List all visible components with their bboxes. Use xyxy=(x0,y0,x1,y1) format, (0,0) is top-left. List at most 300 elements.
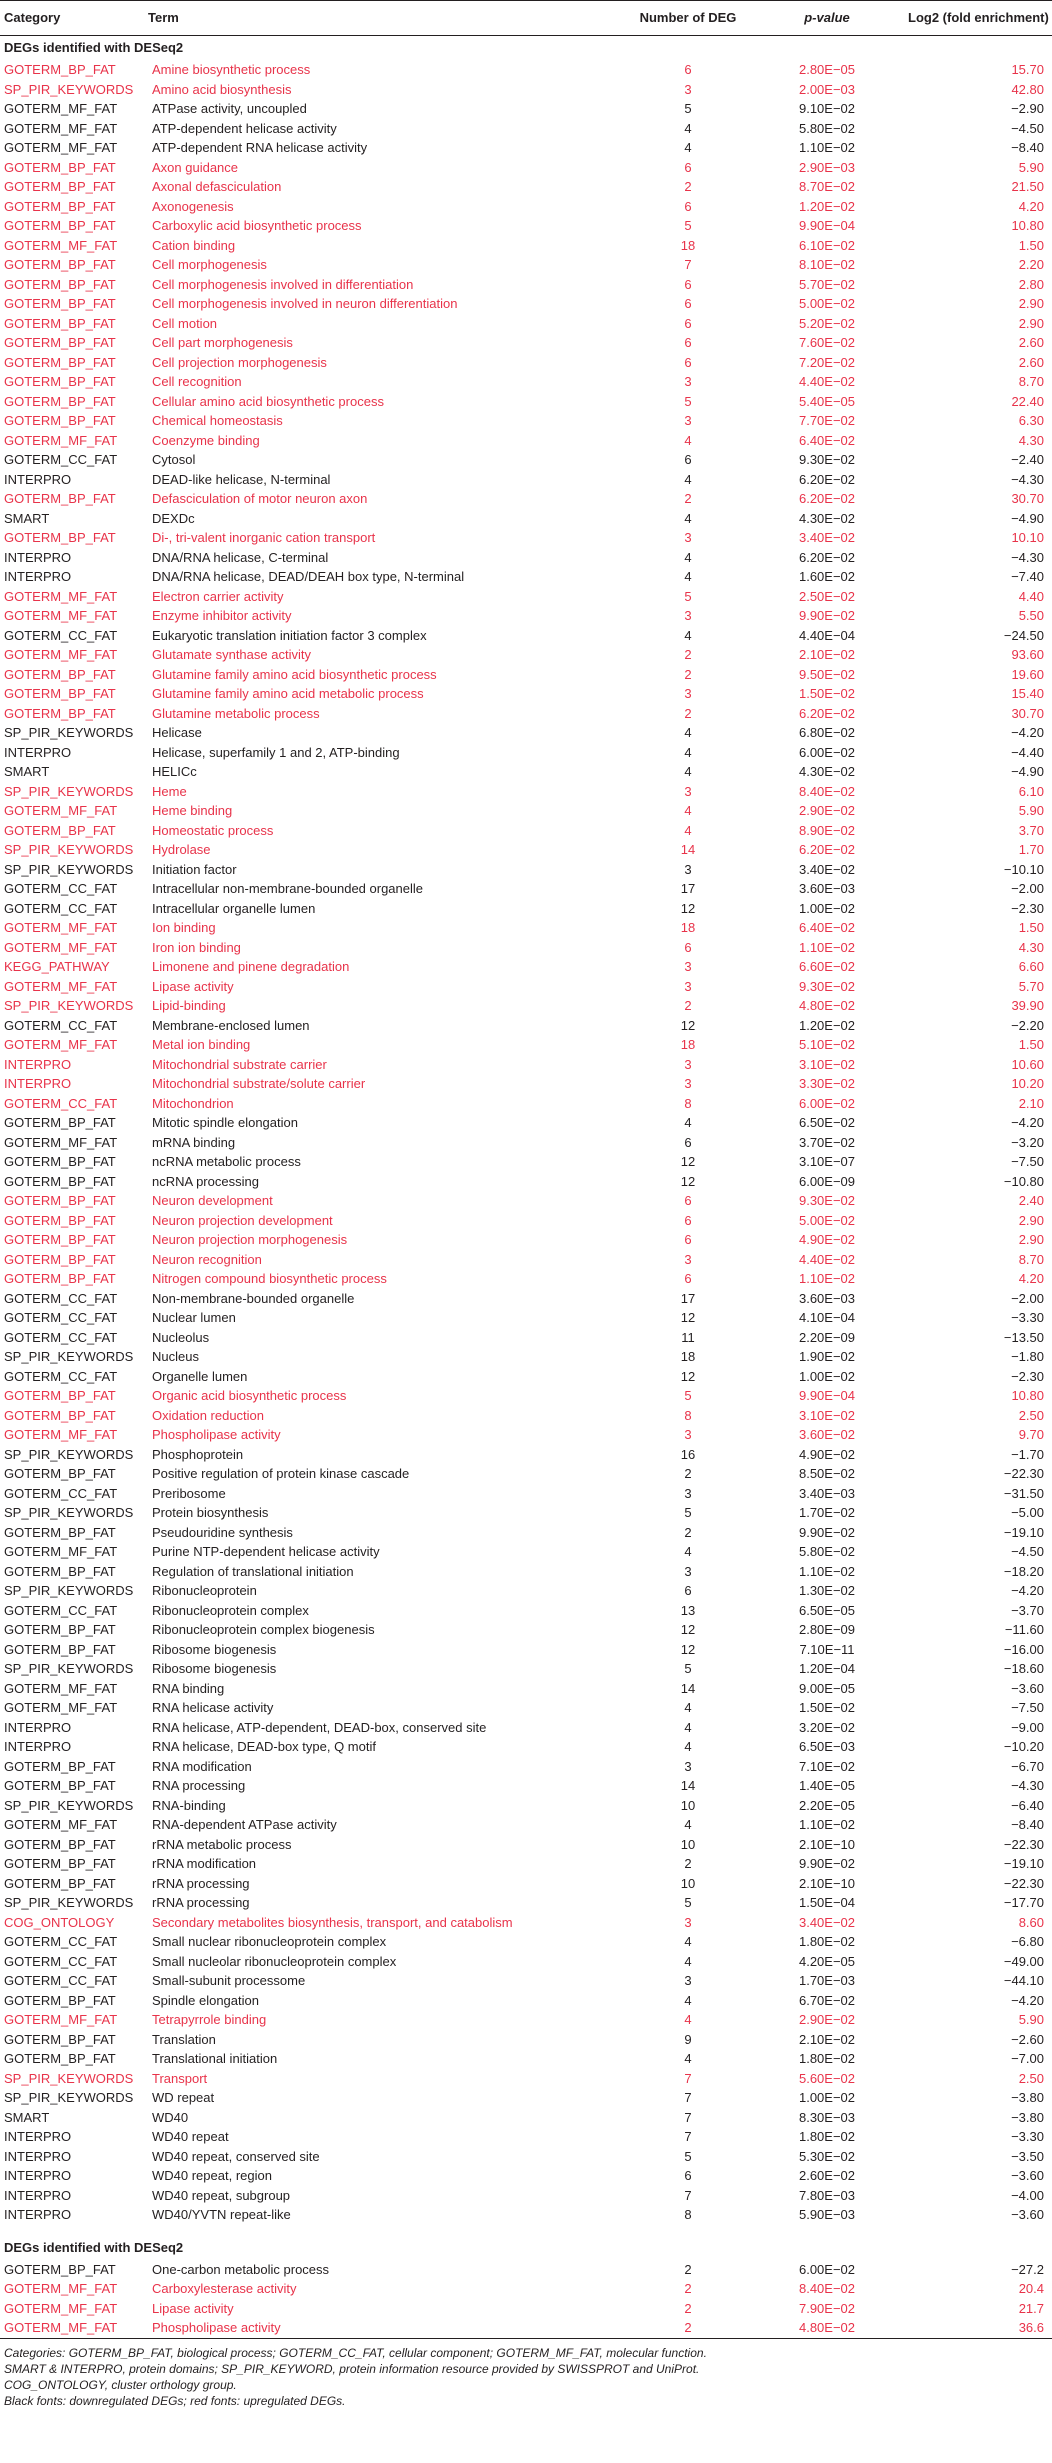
cell-number-of-deg: 18 xyxy=(680,1037,696,1052)
cell-log2-fold-enrichment: 2.90 xyxy=(1018,315,1044,331)
table-row xyxy=(0,1191,1052,1211)
cell-p-value: 1.20E−02 xyxy=(798,198,856,214)
cell-number-of-deg: 2 xyxy=(684,2281,692,2296)
cell-category: GOTERM_MF_FAT xyxy=(4,2281,118,2296)
cell-p-value: 5.10E−02 xyxy=(798,1037,856,1052)
cell-number-of-deg: 17 xyxy=(680,1290,696,1306)
cell-number-of-deg: 4 xyxy=(684,1544,692,1559)
cell-log2-fold-enrichment: 8.70 xyxy=(1018,1251,1044,1267)
header-p-value xyxy=(750,1,904,36)
cell-log2-fold-enrichment: −4.90 xyxy=(1011,510,1044,526)
cell-category: GOTERM_CC_FAT xyxy=(4,627,118,643)
cell-number-of-deg: 6 xyxy=(684,1271,692,1286)
cell-category: GOTERM_CC_FAT xyxy=(4,1017,118,1033)
cell-term: RNA binding xyxy=(152,1680,225,1696)
cell-category: SMART xyxy=(4,510,50,526)
cell-log2-fold-enrichment: 10.80 xyxy=(1011,1388,1044,1403)
cell-term: Helicase, superfamily 1 and 2, ATP-binding xyxy=(152,744,400,760)
cell-category: SP_PIR_KEYWORDS xyxy=(4,842,134,857)
cell-number-of-deg: 3 xyxy=(684,1758,692,1774)
cell-log2-fold-enrichment: −3.60 xyxy=(1011,1680,1044,1696)
cell-p-value: 9.90E−02 xyxy=(798,1856,856,1871)
cell-log2-fold-enrichment: 2.90 xyxy=(1018,1232,1044,1247)
cell-term: Lipase activity xyxy=(152,2300,234,2316)
cell-term: rRNA metabolic process xyxy=(152,1836,292,1852)
cell-p-value: 9.90E−02 xyxy=(798,1524,856,1540)
cell-term: Ribosome biogenesis xyxy=(152,1661,277,1676)
cell-number-of-deg: 11 xyxy=(681,1329,695,1345)
cell-term: rRNA processing xyxy=(152,1875,250,1891)
cell-number-of-deg: 6 xyxy=(684,452,692,467)
cell-p-value: 6.20E−02 xyxy=(798,705,856,721)
table-row xyxy=(0,587,1052,607)
cell-number-of-deg: 8 xyxy=(684,2207,692,2222)
cell-p-value: 4.80E−02 xyxy=(750,2318,904,2338)
cell-number-of-deg: 18 xyxy=(680,1349,696,1364)
table-row xyxy=(0,782,1052,802)
cell-number-of-deg: 4 xyxy=(684,1934,692,1949)
table-row xyxy=(0,314,1052,334)
table-row xyxy=(0,2166,1052,2186)
cell-number-of-deg: 4 xyxy=(684,627,692,643)
table-row xyxy=(0,60,1052,80)
cell-category: GOTERM_MF_FAT xyxy=(4,237,118,253)
cell-number-of-deg: 10 xyxy=(680,1836,696,1852)
cell-log2-fold-enrichment: −4.20 xyxy=(1011,725,1044,740)
cell-p-value: 1.10E−02 xyxy=(798,140,856,155)
cell-p-value: 3.40E−02 xyxy=(798,530,856,545)
cell-log2-fold-enrichment: 2.60 xyxy=(1018,354,1044,370)
cell-term: One-carbon metabolic process xyxy=(152,2261,330,2277)
cell-category: GOTERM_CC_FAT xyxy=(4,1290,118,1306)
cell-p-value: 6.80E−02 xyxy=(798,725,856,740)
cell-term: Cell motion xyxy=(152,315,218,331)
table-row xyxy=(0,470,1052,490)
cell-log2-fold-enrichment: −44.10 xyxy=(1003,1973,1044,1988)
cell-category: GOTERM_BP_FAT xyxy=(4,1524,116,1540)
cell-p-value: 6.40E−02 xyxy=(798,920,856,935)
cell-number-of-deg: 3 xyxy=(684,1914,692,1930)
cell-number-of-deg: 3 xyxy=(684,81,692,97)
cell-category: GOTERM_CC_FAT xyxy=(4,1602,118,1618)
cell-category: INTERPRO xyxy=(4,2148,72,2164)
cell-category: GOTERM_BP_FAT xyxy=(4,1271,116,1286)
table-row xyxy=(0,1796,1052,1816)
cell-number-of-deg: 12 xyxy=(680,1017,696,1033)
cell-log2-fold-enrichment: 10.10 xyxy=(1011,530,1044,545)
cell-p-value: 1.10E−02 xyxy=(798,1271,856,1286)
table-row xyxy=(0,1484,1052,1504)
table-row xyxy=(0,1601,1052,1621)
cell-number-of-deg: 4 xyxy=(684,725,692,740)
section-title: DEGs identified with DESeq2 xyxy=(4,40,184,55)
cell-number-of-deg: 3 xyxy=(684,686,692,701)
cell-term: Ion binding xyxy=(152,920,216,935)
cell-term: DEAD-like helicase, N-terminal xyxy=(152,471,331,487)
cell-term: Ribonucleoprotein complex xyxy=(152,1602,309,1618)
cell-term: RNA-binding xyxy=(152,1797,226,1813)
cell-category: SP_PIR_KEYWORDS xyxy=(4,1349,134,1364)
cell-term: Initiation factor xyxy=(152,861,237,877)
cell-log2-fold-enrichment: −6.80 xyxy=(1011,1934,1044,1949)
cell-category: GOTERM_BP_FAT xyxy=(4,1407,116,1423)
table-row xyxy=(0,762,1052,782)
cell-category: GOTERM_MF_FAT xyxy=(4,432,118,448)
cell-log2-fold-enrichment: 6.60 xyxy=(1018,959,1044,974)
header-term: Term xyxy=(144,1,626,36)
table-row xyxy=(0,977,1052,997)
table-row xyxy=(0,1367,1052,1387)
table-row xyxy=(0,1737,1052,1757)
cell-log2-fold-enrichment: 9.70 xyxy=(1018,1427,1044,1442)
cell-p-value: 7.60E−02 xyxy=(798,335,856,350)
cell-log2-fold-enrichment: −4.20 xyxy=(1011,1583,1044,1598)
table-row xyxy=(0,996,1052,1016)
table-row xyxy=(0,1874,1052,1894)
cell-log2-fold-enrichment: −6.70 xyxy=(1011,1758,1044,1774)
cell-p-value: 7.80E−03 xyxy=(798,2187,856,2203)
cell-number-of-deg: 10 xyxy=(680,1797,696,1813)
cell-log2-fold-enrichment: −19.10 xyxy=(1003,1856,1044,1871)
cell-p-value: 7.70E−02 xyxy=(798,413,856,428)
cell-number-of-deg: 4 xyxy=(684,2051,692,2066)
table-row xyxy=(0,548,1052,568)
table-row xyxy=(0,1562,1052,1582)
cell-term: WD40 repeat, conserved site xyxy=(152,2148,320,2164)
cell-log2-fold-enrichment: −4.50 xyxy=(1011,120,1044,136)
cell-category: GOTERM_BP_FAT xyxy=(4,491,116,506)
table-row xyxy=(0,1464,1052,1484)
footnote-line: Black fonts: downregulated DEGs; red fonts: upregulated DEGs. xyxy=(4,2393,346,2408)
cell-term: Enzyme inhibitor activity xyxy=(152,608,292,623)
cell-p-value: 3.60E−02 xyxy=(798,1427,856,1442)
cell-log2-fold-enrichment: −3.30 xyxy=(1011,2129,1044,2144)
table-row xyxy=(0,1172,1052,1192)
table-row xyxy=(0,216,1052,236)
cell-p-value: 2.60E−02 xyxy=(798,2168,856,2183)
table-row xyxy=(0,177,1052,197)
cell-term: Glutamine metabolic process xyxy=(152,705,320,721)
cell-term: Regulation of translational initiation xyxy=(152,1563,354,1579)
cell-category: GOTERM_CC_FAT xyxy=(4,1934,118,1949)
table-row xyxy=(0,489,1052,509)
table-row xyxy=(0,2318,1052,2338)
cell-number-of-deg: 3 xyxy=(684,608,692,623)
cell-p-value: 1.10E−02 xyxy=(798,939,856,955)
cell-p-value: 2.10E−02 xyxy=(798,647,856,662)
table-row xyxy=(0,158,1052,178)
cell-log2-fold-enrichment: −7.50 xyxy=(1011,1700,1044,1715)
cell-log2-fold-enrichment: 2.50 xyxy=(1018,2070,1044,2086)
cell-category: GOTERM_BP_FAT xyxy=(4,1563,116,1579)
cell-p-value: 8.40E−02 xyxy=(798,2281,856,2296)
cell-number-of-deg: 4 xyxy=(684,803,692,818)
cell-log2-fold-enrichment: 21.7 xyxy=(1018,2300,1044,2316)
cell-term: Cell morphogenesis xyxy=(152,257,267,272)
cell-term: Small-subunit processome xyxy=(152,1973,306,1988)
cell-number-of-deg: 4 xyxy=(684,569,692,584)
cell-category: SP_PIR_KEYWORDS xyxy=(4,1797,134,1813)
cell-number-of-deg: 12 xyxy=(680,1154,696,1169)
footnote-line: SMART & INTERPRO, protein domains; SP_PIR_KEYWORD, protein information resource provided by SWISSPROT and UniProt. xyxy=(4,2361,700,2376)
table-row xyxy=(0,1523,1052,1543)
cell-category: GOTERM_MF_FAT xyxy=(4,1700,118,1715)
cell-p-value: 7.10E−11 xyxy=(799,1641,855,1657)
cell-term: ATP-dependent RNA helicase activity xyxy=(152,140,368,155)
cell-p-value: 9.50E−02 xyxy=(798,666,856,682)
cell-term: Cellular amino acid biosynthetic process xyxy=(152,393,384,409)
table-row xyxy=(0,1289,1052,1309)
table-row xyxy=(0,528,1052,548)
table-row xyxy=(0,938,1052,958)
cell-log2-fold-enrichment: 2.90 xyxy=(1018,1212,1044,1228)
cell-category: GOTERM_BP_FAT xyxy=(4,822,116,838)
cell-log2-fold-enrichment: 1.50 xyxy=(1018,1037,1044,1052)
cell-category: GOTERM_MF_FAT xyxy=(4,1817,118,1832)
cell-log2-fold-enrichment: −8.40 xyxy=(1011,1817,1044,1832)
cell-log2-fold-enrichment: 5.70 xyxy=(1018,978,1044,994)
cell-category: INTERPRO xyxy=(4,569,72,584)
table-row xyxy=(0,918,1052,938)
table-row xyxy=(0,1016,1052,1036)
cell-term: ATPase activity, uncoupled xyxy=(152,101,307,116)
table-row xyxy=(0,2147,1052,2167)
cell-p-value: 4.10E−04 xyxy=(798,1310,856,1325)
table-row xyxy=(0,1425,1052,1445)
cell-log2-fold-enrichment: 20.4 xyxy=(1018,2281,1044,2296)
cell-p-value: 3.10E−07 xyxy=(798,1154,856,1169)
table-row xyxy=(0,1815,1052,1835)
cell-category: SP_PIR_KEYWORDS xyxy=(4,2070,134,2086)
cell-p-value: 1.00E−02 xyxy=(798,2090,856,2105)
cell-p-value: 4.80E−02 xyxy=(798,998,856,1013)
cell-term: RNA helicase, DEAD-box type, Q motif xyxy=(152,1739,376,1754)
cell-category: SP_PIR_KEYWORDS xyxy=(4,998,134,1013)
cell-number-of-deg: 12 xyxy=(680,900,696,916)
cell-p-value: 6.50E−05 xyxy=(798,1602,856,1618)
cell-category: GOTERM_MF_FAT xyxy=(4,920,118,935)
table-row xyxy=(0,2088,1052,2108)
table-row xyxy=(0,1971,1052,1991)
table-row xyxy=(0,1445,1052,1465)
cell-term: WD40 repeat, region xyxy=(152,2168,272,2183)
cell-term: Helicase xyxy=(152,725,202,740)
cell-p-value: 6.20E−02 xyxy=(798,471,856,487)
cell-term: Phosphoprotein xyxy=(152,1446,244,1462)
cell-term: rRNA processing xyxy=(152,1895,250,1910)
table-row xyxy=(0,353,1052,373)
cell-p-value: 7.90E−02 xyxy=(798,2300,856,2316)
cell-category: GOTERM_CC_FAT xyxy=(4,1485,118,1501)
table-row xyxy=(0,1581,1052,1601)
cell-p-value: 6.20E−02 xyxy=(798,549,856,565)
cell-category: GOTERM_CC_FAT xyxy=(4,1095,118,1111)
table-row xyxy=(0,684,1052,704)
cell-number-of-deg: 3 xyxy=(684,530,692,545)
cell-term: Mitotic spindle elongation xyxy=(152,1115,298,1130)
cell-category: SP_PIR_KEYWORDS xyxy=(4,1661,134,1676)
table-row xyxy=(0,197,1052,217)
cell-p-value: 9.90E−04 xyxy=(798,1388,856,1403)
cell-number-of-deg: 4 xyxy=(684,2012,692,2027)
cell-p-value: 6.70E−02 xyxy=(798,1992,856,2008)
table-row xyxy=(0,2279,1052,2299)
table-row xyxy=(0,665,1052,685)
cell-category: GOTERM_BP_FAT xyxy=(4,393,116,409)
table-row xyxy=(0,2069,1052,2089)
cell-log2-fold-enrichment: −3.50 xyxy=(1011,2148,1044,2164)
cell-p-value: 8.30E−03 xyxy=(798,2109,856,2125)
cell-term: Pseudouridine synthesis xyxy=(152,1524,293,1540)
cell-category: COG_ONTOLOGY xyxy=(4,1914,115,1930)
cell-log2-fold-enrichment: −4.40 xyxy=(1011,744,1044,760)
cell-number-of-deg: 4 xyxy=(684,1719,692,1735)
table-row xyxy=(0,138,1052,158)
cell-p-value: 3.10E−02 xyxy=(798,1407,856,1423)
cell-p-value: 5.30E−02 xyxy=(798,2148,856,2164)
cell-log2-fold-enrichment: −2.00 xyxy=(1011,881,1044,896)
cell-number-of-deg: 4 xyxy=(684,1817,692,1832)
cell-log2-fold-enrichment: 2.90 xyxy=(1018,296,1044,311)
cell-log2-fold-enrichment: −49.00 xyxy=(1003,1953,1044,1969)
cell-log2-fold-enrichment: 6.10 xyxy=(1018,783,1044,799)
cell-number-of-deg: 6 xyxy=(684,1134,692,1150)
table-row xyxy=(0,2299,1052,2319)
cell-category: GOTERM_BP_FAT xyxy=(4,198,116,214)
cell-category: GOTERM_MF_FAT xyxy=(4,2300,118,2316)
table-row xyxy=(0,567,1052,587)
cell-log2-fold-enrichment: −2.30 xyxy=(1011,900,1044,916)
cell-category: GOTERM_BP_FAT xyxy=(4,2051,116,2066)
cell-term: Electron carrier activity xyxy=(152,588,284,604)
cell-term: DEXDc xyxy=(152,510,195,526)
table-row xyxy=(0,1679,1052,1699)
cell-number-of-deg: 6 xyxy=(684,315,692,331)
cell-p-value: 9.90E−02 xyxy=(798,608,856,623)
table-row xyxy=(0,1269,1052,1289)
cell-number-of-deg: 2 xyxy=(684,1466,692,1481)
cell-log2-fold-enrichment: −2.90 xyxy=(1011,101,1044,116)
cell-category: GOTERM_CC_FAT xyxy=(4,452,118,467)
cell-term: Nucleolus xyxy=(152,1329,210,1345)
table-row xyxy=(0,645,1052,665)
cell-term: Glutamine family amino acid biosynthetic process xyxy=(152,666,437,682)
cell-log2-fold-enrichment: 5.90 xyxy=(1018,2012,1044,2027)
cell-p-value: 6.20E−02 xyxy=(798,491,856,506)
cell-category: SP_PIR_KEYWORDS xyxy=(4,1895,134,1910)
cell-number-of-deg: 18 xyxy=(680,237,696,253)
cell-term: Protein biosynthesis xyxy=(152,1505,269,1520)
cell-number-of-deg: 5 xyxy=(684,588,692,604)
cell-number-of-deg: 10 xyxy=(680,1875,696,1891)
cell-p-value: 1.00E−02 xyxy=(798,900,856,916)
cell-category: SP_PIR_KEYWORDS xyxy=(4,81,134,97)
cell-category: GOTERM_CC_FAT xyxy=(4,1310,118,1325)
cell-category: GOTERM_MF_FAT xyxy=(4,978,118,994)
cell-log2-fold-enrichment: 8.70 xyxy=(1018,374,1044,389)
cell-log2-fold-enrichment: 6.30 xyxy=(1018,413,1044,428)
cell-number-of-deg: 7 xyxy=(684,257,692,272)
table-row xyxy=(0,2127,1052,2147)
cell-p-value: 1.50E−02 xyxy=(798,686,856,701)
cell-log2-fold-enrichment: 21.50 xyxy=(1011,179,1044,194)
cell-p-value: 1.20E−04 xyxy=(798,1661,856,1676)
table-row xyxy=(0,1854,1052,1874)
cell-term: Cell morphogenesis involved in differentiation xyxy=(152,276,414,292)
table-row xyxy=(0,80,1052,100)
table-row xyxy=(0,1308,1052,1328)
cell-term: Secondary metabolites biosynthesis, transport, and catabolism xyxy=(152,1914,513,1930)
cell-category: SP_PIR_KEYWORDS xyxy=(4,861,134,877)
cell-category: KEGG_PATHWAY xyxy=(4,959,110,974)
table-row xyxy=(0,899,1052,919)
cell-term: Metal ion binding xyxy=(152,1037,251,1052)
cell-category: SP_PIR_KEYWORDS xyxy=(4,1505,134,1520)
cell-term: Positive regulation of protein kinase cascade xyxy=(152,1466,410,1481)
cell-number-of-deg: 2 xyxy=(684,2261,692,2277)
cell-log2-fold-enrichment: −24.50 xyxy=(1003,627,1044,643)
cell-number-of-deg: 4 xyxy=(684,140,692,155)
cell-number-of-deg: 9 xyxy=(684,2031,692,2047)
cell-p-value: 1.00E−02 xyxy=(798,1368,856,1384)
header-category: Category xyxy=(0,1,144,36)
cell-category: GOTERM_BP_FAT xyxy=(4,276,116,292)
cell-log2-fold-enrichment: −22.30 xyxy=(1003,1466,1044,1481)
cell-number-of-deg: 5 xyxy=(684,2148,692,2164)
cell-p-value: 6.00E−09 xyxy=(798,1173,856,1189)
cell-log2-fold-enrichment: 1.50 xyxy=(1018,920,1044,935)
cell-term: Hydrolase xyxy=(152,842,211,857)
table-row xyxy=(0,1991,1052,2011)
table-row xyxy=(0,1640,1052,1660)
cell-term: RNA-dependent ATPase activity xyxy=(152,1817,337,1832)
table-row xyxy=(0,411,1052,431)
cell-number-of-deg: 6 xyxy=(684,2168,692,2183)
table-row xyxy=(0,1406,1052,1426)
cell-term: Carboxylic acid biosynthetic process xyxy=(152,218,362,233)
cell-p-value: 1.90E−02 xyxy=(798,1349,856,1364)
cell-log2-fold-enrichment: 10.80 xyxy=(1011,218,1044,233)
cell-p-value: 2.80E−05 xyxy=(798,62,856,77)
cell-number-of-deg: 18 xyxy=(680,920,696,935)
cell-log2-fold-enrichment: 30.70 xyxy=(1011,705,1044,721)
cell-number-of-deg: 7 xyxy=(684,2187,692,2203)
cell-term: Mitochondrion xyxy=(152,1095,234,1111)
table-row xyxy=(0,1757,1052,1777)
cell-p-value: 6.00E−02 xyxy=(798,744,856,760)
cell-p-value: 3.60E−03 xyxy=(798,881,856,896)
cell-number-of-deg: 8 xyxy=(684,1095,692,1111)
cell-p-value: 6.40E−02 xyxy=(798,432,856,448)
cell-p-value: 5.40E−05 xyxy=(798,393,856,409)
cell-category: GOTERM_MF_FAT xyxy=(4,1427,118,1442)
table-row xyxy=(0,1776,1052,1796)
cell-category: GOTERM_BP_FAT xyxy=(4,1992,116,2008)
cell-p-value: 6.60E−02 xyxy=(798,959,856,974)
table-row xyxy=(0,1152,1052,1172)
cell-p-value: 3.40E−03 xyxy=(798,1485,856,1501)
cell-number-of-deg: 6 xyxy=(684,354,692,370)
cell-category: GOTERM_BP_FAT xyxy=(4,1388,116,1403)
cell-category: GOTERM_BP_FAT xyxy=(4,315,116,331)
cell-log2-fold-enrichment: −7.40 xyxy=(1011,569,1044,584)
cell-number-of-deg: 17 xyxy=(680,881,696,896)
cell-log2-fold-enrichment: 15.40 xyxy=(1011,686,1044,701)
cell-log2-fold-enrichment: 10.20 xyxy=(1011,1076,1044,1091)
footnote-line: COG_ONTOLOGY, cluster orthology group. xyxy=(4,2377,237,2392)
cell-log2-fold-enrichment: −18.20 xyxy=(1003,1563,1044,1579)
cell-term: Small nucleolar ribonucleoprotein complex xyxy=(152,1953,397,1969)
